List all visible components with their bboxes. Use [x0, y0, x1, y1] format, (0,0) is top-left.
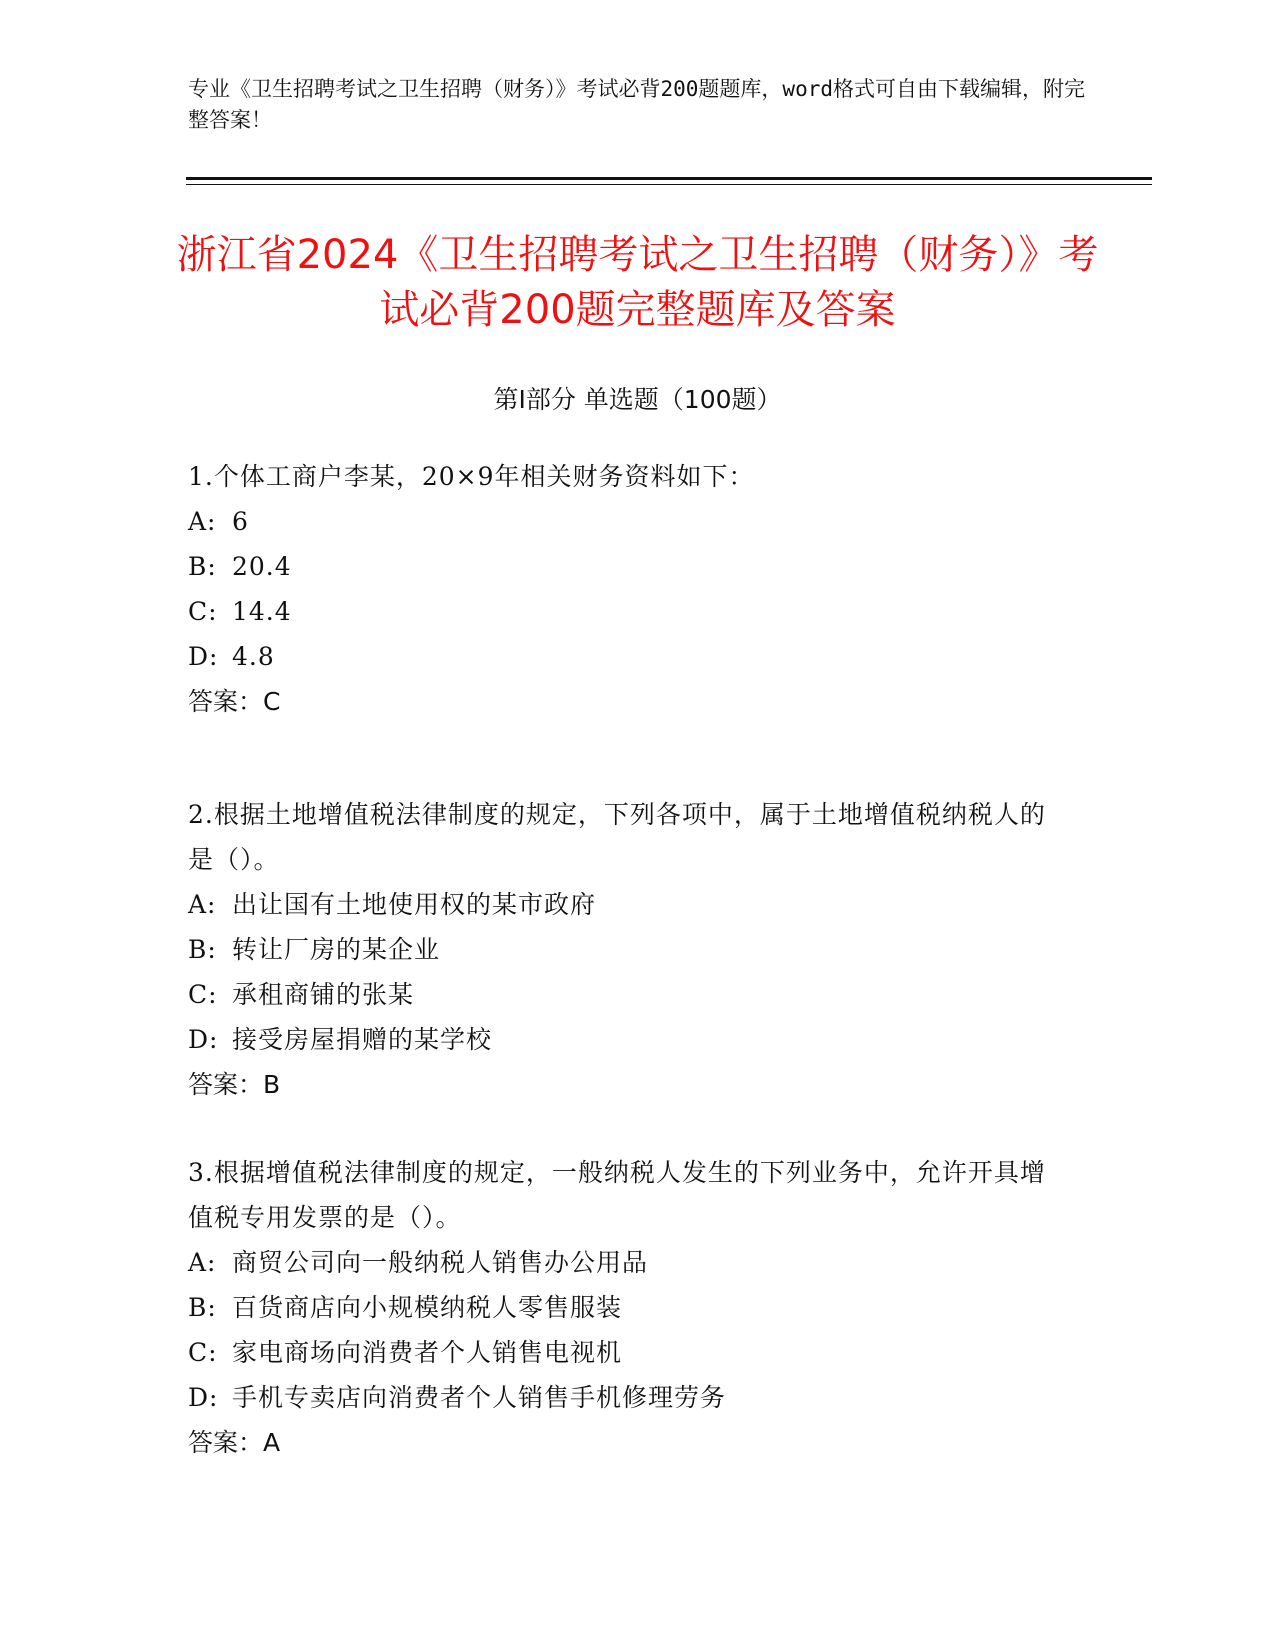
- option-a: [188, 1240, 1068, 1285]
- header-divider-thin: [186, 184, 1152, 185]
- option-key: D:: [188, 1025, 219, 1054]
- option-key: B:: [188, 935, 217, 964]
- option-c: [188, 589, 1068, 634]
- option-key: A:: [188, 507, 217, 536]
- option-a: [188, 499, 1068, 544]
- option-b: [188, 1285, 1068, 1330]
- question-1: [188, 454, 1068, 724]
- answer: 答案：A: [188, 1428, 281, 1457]
- question-3: [188, 1150, 1068, 1465]
- question-text: 1.个体工商户李某，20×9年相关财务资料如下：: [188, 462, 755, 491]
- option-text: 手机专卖店向消费者个人销售手机修理劳务: [232, 1383, 727, 1412]
- option-d: [188, 634, 1068, 679]
- option-key: A:: [188, 1248, 217, 1277]
- option-text: 14.4: [232, 597, 292, 626]
- option-key: C:: [188, 980, 218, 1009]
- question-text: 2.根据土地增值税法律制度的规定，下列各项中，属于土地增值税纳税人的是（）。: [188, 800, 1046, 874]
- option-key: A:: [188, 890, 217, 919]
- option-text: 20.4: [232, 552, 292, 581]
- option-c: [188, 1330, 1068, 1375]
- answer: 答案：B: [188, 1070, 281, 1099]
- option-d: [188, 1017, 1068, 1062]
- option-d: [188, 1375, 1068, 1420]
- option-text: 家电商场向消费者个人销售电视机: [232, 1338, 623, 1367]
- option-text: 承租商铺的张某: [232, 980, 415, 1009]
- option-a: [188, 882, 1068, 927]
- option-key: C:: [188, 1338, 218, 1367]
- section-title: 第Ⅰ部分 单选题（100题）: [493, 385, 782, 414]
- option-key: C:: [188, 597, 218, 626]
- option-key: B:: [188, 552, 217, 581]
- option-text: 出让国有土地使用权的某市政府: [232, 890, 597, 919]
- option-text: 转让厂房的某企业: [232, 935, 441, 964]
- document-title: 浙江省2024《卫生招聘考试之卫生招聘（财务）》考试必背200题完整题库及答案: [176, 232, 1099, 333]
- option-key: B:: [188, 1293, 217, 1322]
- header-divider-thick: [186, 177, 1152, 180]
- option-key: D:: [188, 642, 219, 671]
- question-text: 3.根据增值税法律制度的规定，一般纳税人发生的下列业务中，允许开具增值税专用发票的是（）。: [188, 1158, 1046, 1232]
- option-text: 4.8: [232, 642, 275, 671]
- answer: 答案：C: [188, 687, 281, 716]
- option-text: 百货商店向小规模纳税人零售服装: [232, 1293, 623, 1322]
- question-2: [188, 792, 1068, 1107]
- option-text: 接受房屋捐赠的某学校: [232, 1025, 493, 1054]
- header-note: 专业《卫生招聘考试之卫生招聘（财务）》考试必背200题题库，word格式可自由下载编辑，附完整答案！: [188, 77, 1085, 132]
- option-key: D:: [188, 1383, 219, 1412]
- option-text: 6: [232, 507, 249, 536]
- option-b: [188, 927, 1068, 972]
- option-b: [188, 544, 1068, 589]
- option-text: 商贸公司向一般纳税人销售办公用品: [232, 1248, 649, 1277]
- option-c: [188, 972, 1068, 1017]
